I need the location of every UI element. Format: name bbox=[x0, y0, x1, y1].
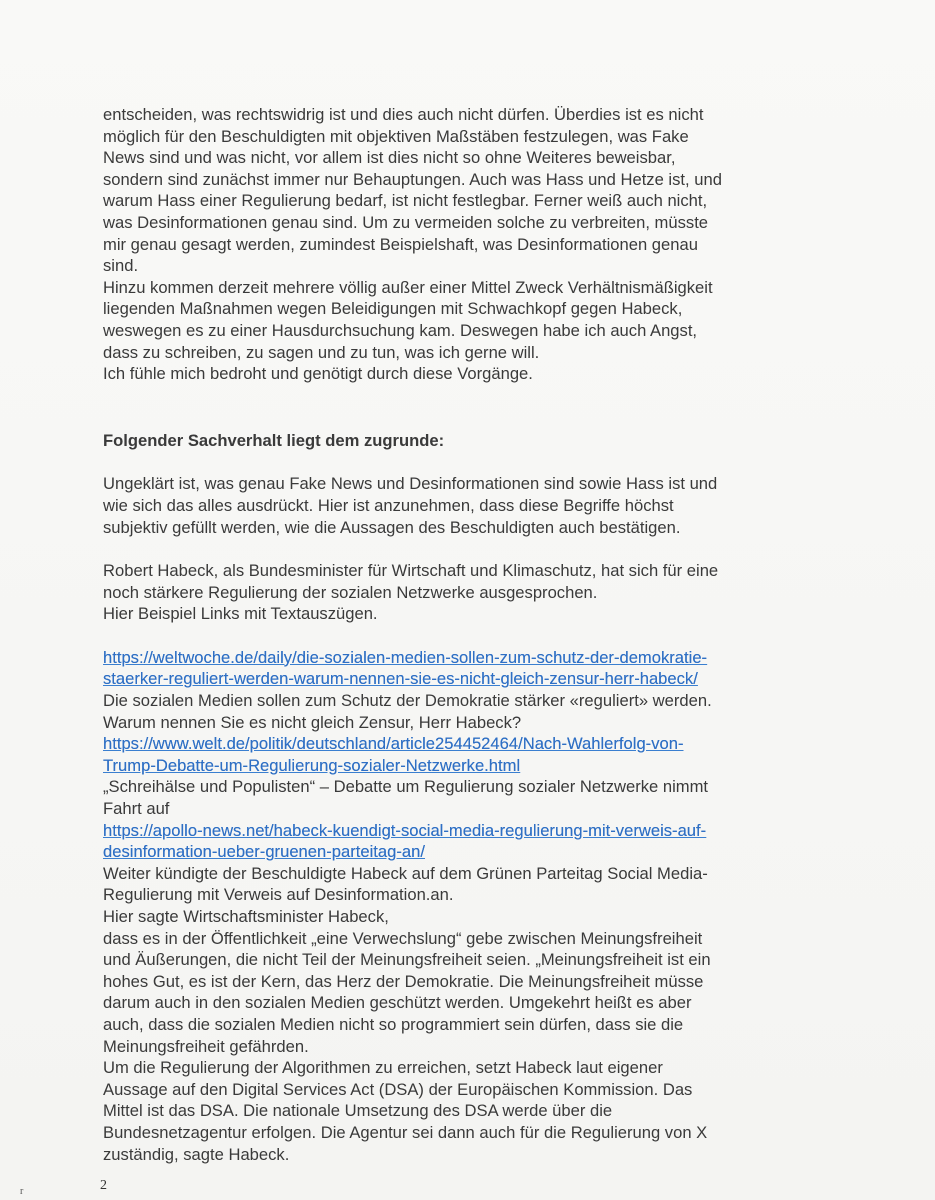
text-line: „Schreihälse und Populisten“ – Debatte um Regulierung sozialer Netzwerke nimmt bbox=[103, 777, 709, 797]
text-line: Die sozialen Medien sollen zum Schutz der Demokratie stärker «reguliert» werden. bbox=[103, 691, 712, 711]
paragraph-habeck-regulation bbox=[103, 560, 803, 625]
text-line: zuständig, sagte Habeck. bbox=[103, 1144, 290, 1164]
text-line: Ich fühle mich bedroht und genötigt durch diese Vorgänge. bbox=[103, 364, 533, 384]
text-line: Hier Beispiel Links mit Textauszügen. bbox=[103, 604, 378, 624]
link-line[interactable]: desinformation-ueber-gruenen-parteitag-an/ bbox=[103, 842, 425, 862]
text-line: Aussage auf den Digital Services Act (DSA) der Europäischen Kommission. Das bbox=[103, 1079, 693, 1099]
text-line: News sind und was nicht, vor allem ist dies nicht so ohne Weiteres beweisbar, bbox=[103, 148, 676, 168]
text-line: Robert Habeck, als Bundesminister für Wirtschaft und Klimaschutz, hat sich für eine bbox=[103, 561, 719, 581]
text-line: sind. bbox=[103, 256, 139, 276]
link-line[interactable]: https://apollo-news.net/habeck-kuendigt-social-media-regulierung-mit-verweis-auf- bbox=[103, 820, 707, 840]
page-number: 2 bbox=[100, 1178, 107, 1193]
apollo-news-link[interactable] bbox=[103, 820, 803, 863]
text-line: Weiter kündigte der Beschuldigte Habeck auf dem Grünen Parteitag Social Media- bbox=[103, 863, 708, 883]
text-line: subjektiv gefüllt werden, wie die Aussagen des Beschuldigten auch bestätigen. bbox=[103, 517, 681, 537]
text-line: was Desinformationen genau sind. Um zu vermeiden solche zu verbreiten, müsste bbox=[103, 212, 709, 232]
weltwoche-link[interactable] bbox=[103, 647, 803, 690]
text-line: darum auch in den sozialen Medien geschützt werden. Umgekehrt heißt es aber bbox=[103, 993, 692, 1013]
paragraph-undefined-terms bbox=[103, 473, 803, 538]
welt-excerpt bbox=[103, 776, 803, 819]
welt-link[interactable] bbox=[103, 733, 803, 776]
text-line: dass es in der Öffentlichkeit „eine Verwechslung“ gebe zwischen Meinungsfreiheit bbox=[103, 928, 703, 948]
text-line: dass zu schreiben, zu sagen und zu tun, was ich gerne will. bbox=[103, 342, 540, 362]
text-line: Um die Regulierung der Algorithmen zu erreichen, setzt Habeck laut eigener bbox=[103, 1058, 663, 1078]
text-line: sondern sind zunächst immer nur Behauptungen. Auch was Hass und Hetze ist, und bbox=[103, 169, 722, 189]
text-line: auch, dass die sozialen Medien nicht so programmiert sein dürfen, dass sie die bbox=[103, 1014, 684, 1034]
section-heading: Folgender Sachverhalt liegt dem zugrunde: bbox=[103, 430, 445, 450]
text-line: Warum nennen Sie es nicht gleich Zensur, Herr Habeck? bbox=[103, 712, 522, 732]
text-line: mir genau gesagt werden, zumindest Beispielshaft, was Desinformationen genau bbox=[103, 234, 698, 254]
text-line: möglich für den Beschuldigten mit objektiven Maßstäben festzulegen, was Fake bbox=[103, 126, 689, 146]
text-line: warum Hass einer Regulierung bedarf, ist nicht festlegbar. Ferner weiß auch nicht, bbox=[103, 191, 708, 211]
text-line: Meinungsfreiheit gefährden. bbox=[103, 1036, 309, 1056]
paragraph-intro bbox=[103, 104, 803, 385]
text-line: weswegen es zu einer Hausdurchsuchung kam. Deswegen habe ich auch Angst, bbox=[103, 320, 698, 340]
link-line[interactable]: https://www.welt.de/politik/deutschland/article254452464/Nach-Wahlerfolg-von- bbox=[103, 734, 684, 754]
text-line: Mittel ist das DSA. Die nationale Umsetzung des DSA werde über die bbox=[103, 1101, 613, 1121]
text-line: Hinzu kommen derzeit mehrere völlig außer einer Mittel Zweck Verhältnismäßigkeit bbox=[103, 277, 713, 297]
corner-scan-mark: r bbox=[20, 1186, 24, 1197]
text-line: Fahrt auf bbox=[103, 799, 170, 819]
document-body bbox=[103, 104, 803, 1165]
text-line: hohes Gut, es ist der Kern, das Herz der Demokratie. Die Meinungsfreiheit müsse bbox=[103, 971, 704, 991]
apollo-news-excerpt bbox=[103, 863, 803, 1165]
link-line[interactable]: Trump-Debatte-um-Regulierung-sozialer-Netzwerke.html bbox=[103, 755, 521, 775]
text-line: Bundesnetzagentur erfolgen. Die Agentur sei dann auch für die Regulierung von X bbox=[103, 1122, 708, 1142]
text-line: Ungeklärt ist, was genau Fake News und Desinformationen sind sowie Hass ist und bbox=[103, 474, 718, 494]
text-line: entscheiden, was rechtswidrig ist und dies auch nicht dürfen. Überdies ist es nicht bbox=[103, 105, 704, 124]
text-line: Hier sagte Wirtschaftsminister Habeck, bbox=[103, 907, 389, 926]
text-line: und Äußerungen, die nicht Teil der Meinungsfreiheit seien. „Meinungsfreiheit ist ein bbox=[103, 950, 711, 970]
link-line[interactable]: staerker-reguliert-werden-warum-nennen-sie-es-nicht-gleich-zensur-herr-habeck/ bbox=[103, 669, 698, 689]
text-line: noch stärkere Regulierung der sozialen Netzwerke ausgesprochen. bbox=[103, 582, 598, 602]
text-line: wie sich das alles ausdrückt. Hier ist anzunehmen, dass diese Begriffe höchst bbox=[103, 495, 674, 515]
link-line[interactable]: https://weltwoche.de/daily/die-sozialen-medien-sollen-zum-schutz-der-demokratie- bbox=[103, 647, 708, 667]
text-line: Regulierung mit Verweis auf Desinformation.an. bbox=[103, 885, 454, 905]
weltwoche-excerpt bbox=[103, 690, 803, 733]
text-line: liegenden Maßnahmen wegen Beleidigungen mit Schwachkopf gegen Habeck, bbox=[103, 299, 683, 319]
